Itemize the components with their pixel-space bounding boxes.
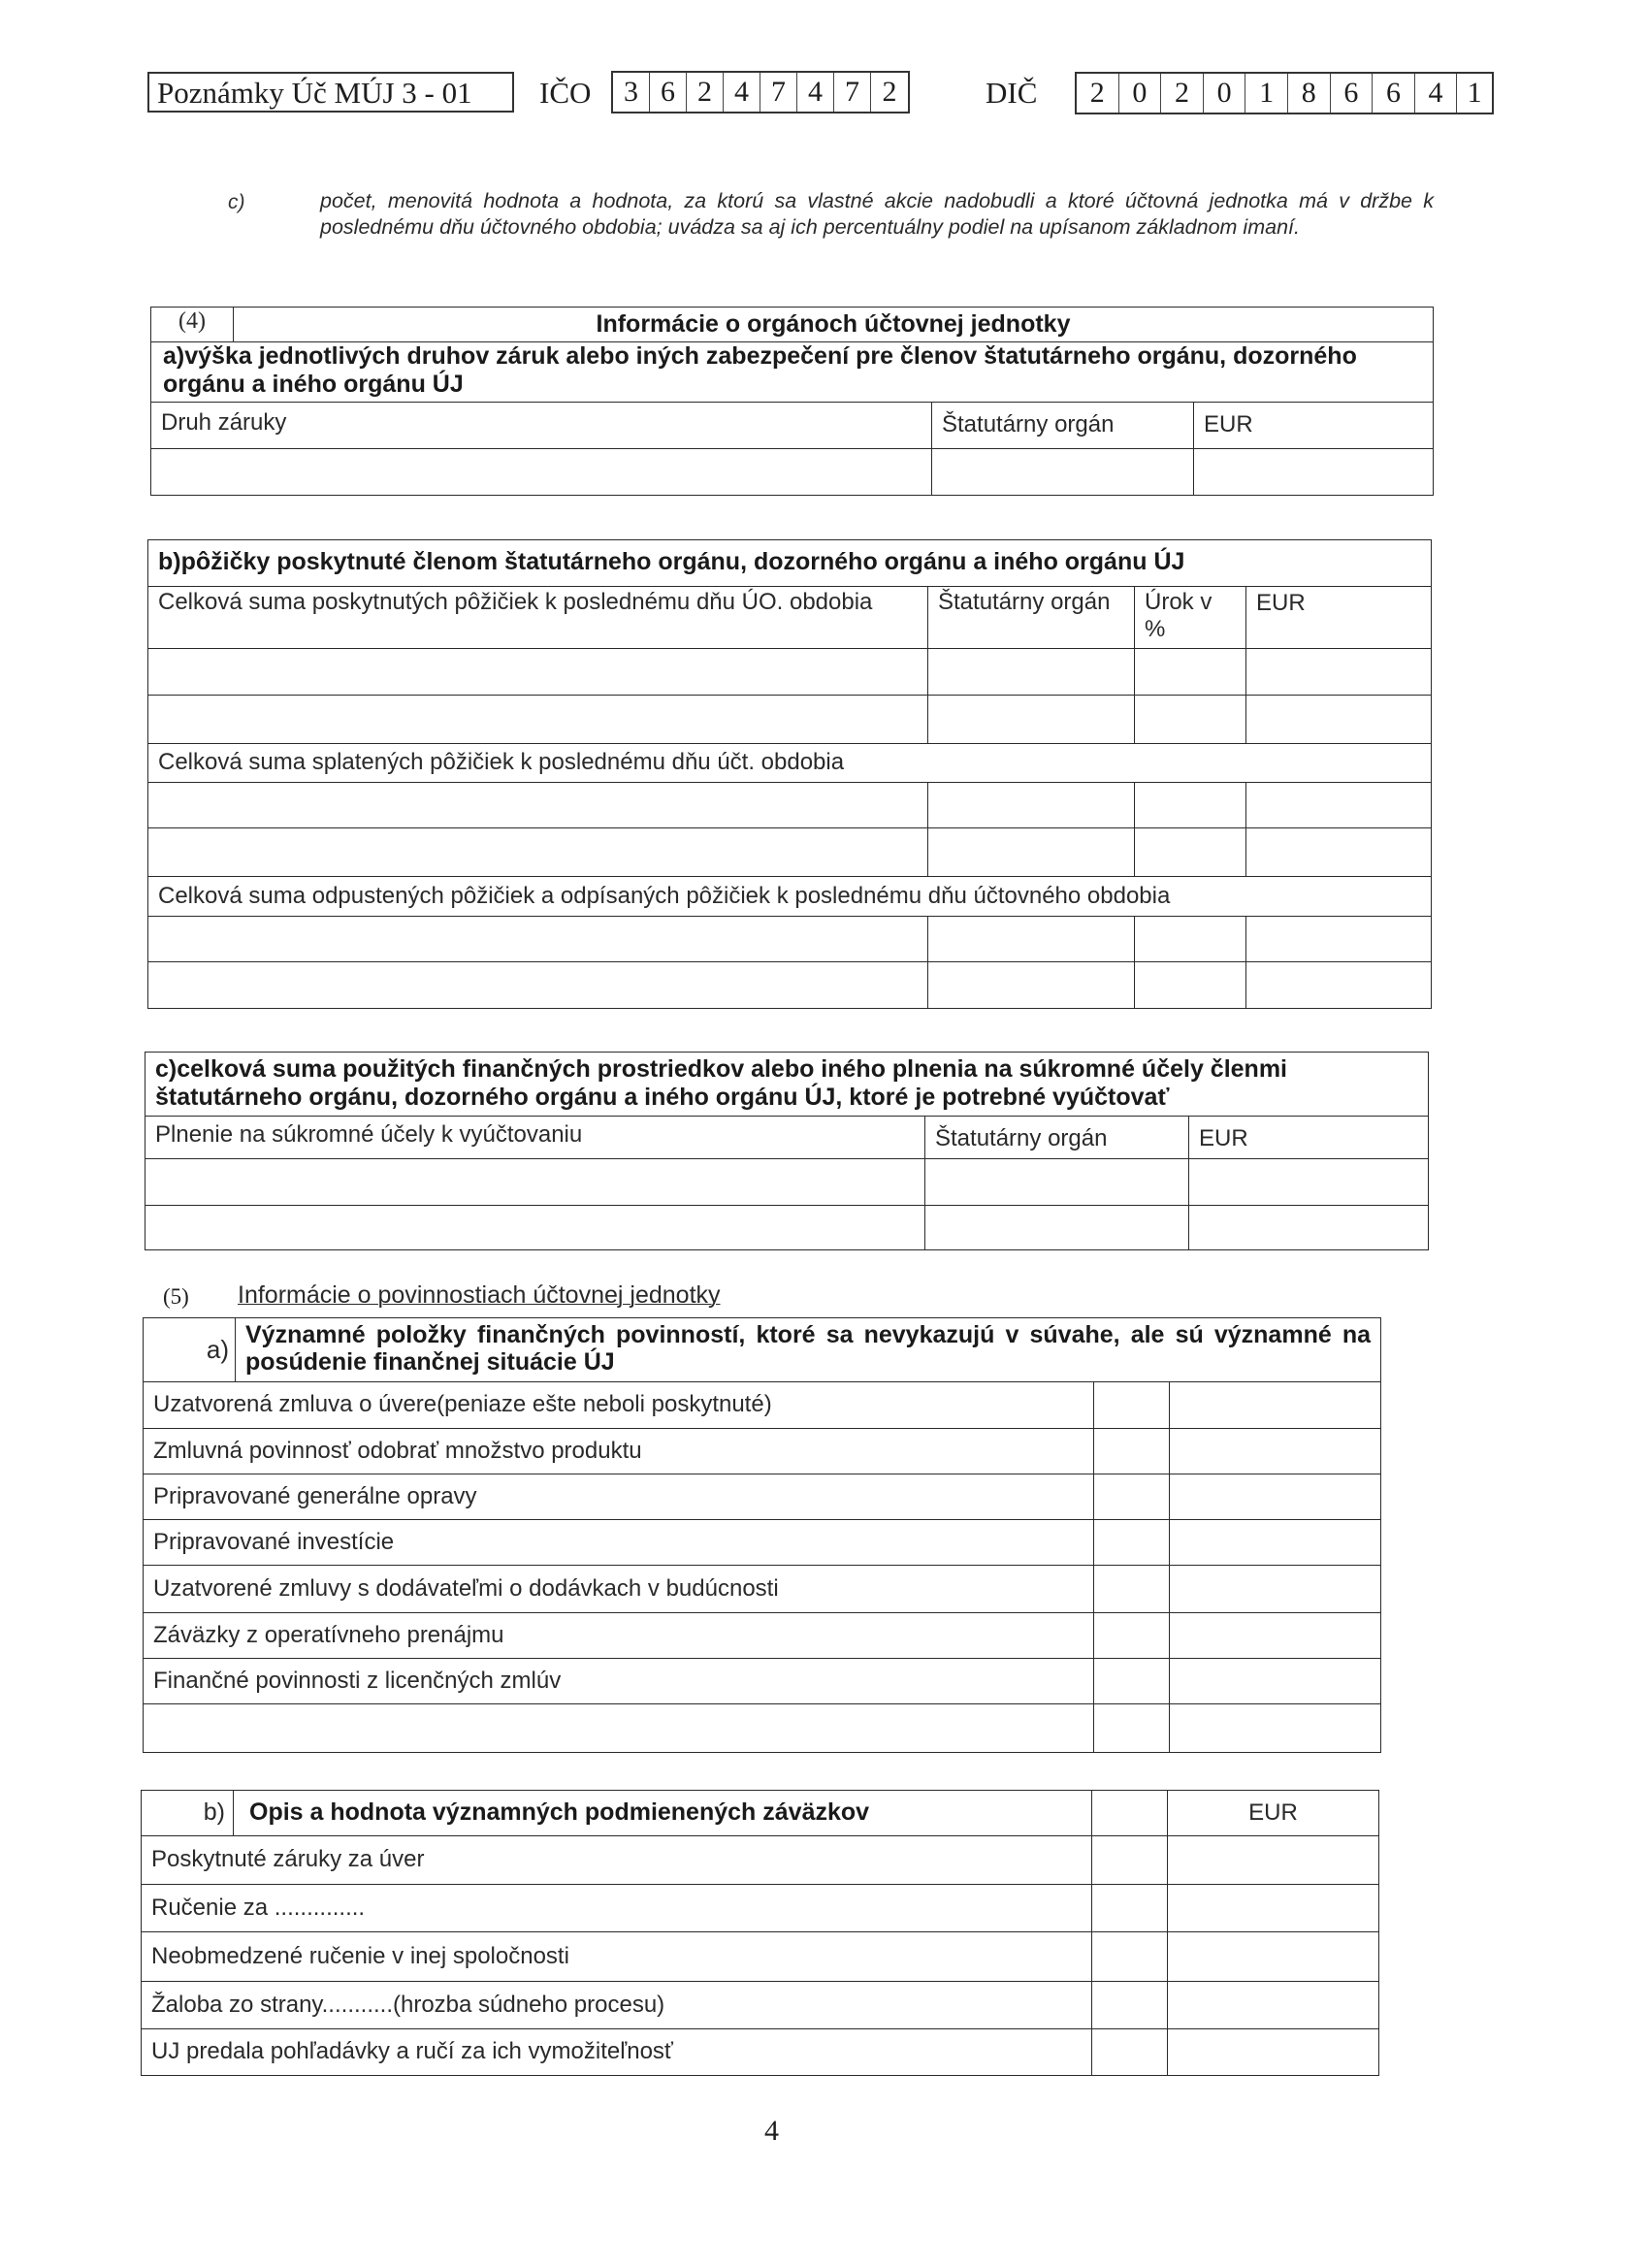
input-cell[interactable]: [1189, 1206, 1429, 1250]
table-row: [144, 1566, 1381, 1613]
input-cell[interactable]: [928, 828, 1135, 877]
section5b-marker: b): [142, 1791, 234, 1836]
input-cell[interactable]: [148, 828, 928, 877]
input-cell[interactable]: [1092, 1836, 1168, 1885]
input-cell[interactable]: [1246, 783, 1432, 828]
input-cell[interactable]: [148, 783, 928, 828]
col-header-provided-loans: Celková suma poskytnutých pôžičiek k poslednému dňu ÚO. obdobia: [148, 587, 928, 649]
input-cell[interactable]: [1094, 1659, 1170, 1704]
input-cell[interactable]: [1092, 2029, 1168, 2076]
input-cell[interactable]: [1170, 1566, 1381, 1613]
table-row: [148, 962, 1432, 1009]
input-cell[interactable]: [1094, 1520, 1170, 1566]
dic-digit: 6: [1373, 74, 1415, 113]
table-row: [142, 1885, 1379, 1932]
col-header-urok: Úrok v %: [1135, 587, 1246, 649]
row-label: Uzatvorené zmluvy s dodávateľmi o dodávkach v budúcnosti: [144, 1566, 1094, 1613]
section4-table-c: [145, 1052, 1429, 1250]
ico-digit: 7: [834, 73, 871, 112]
input-cell[interactable]: [925, 1206, 1189, 1250]
input-cell[interactable]: [928, 696, 1135, 744]
intro-paragraph: počet, menovitá hodnota a hodnota, za ktorú sa vlastné akcie nadobudli a ktoré účtovná jednotka má v držbe k poslednému dňu účtovného obdobia; uvádza sa aj ich percentuálny podiel na upísanom základnom imaní.: [320, 189, 1434, 239]
input-cell[interactable]: [1168, 1885, 1379, 1932]
input-cell[interactable]: [1135, 962, 1246, 1009]
table-row: [146, 1159, 1429, 1206]
ico-digit: 4: [724, 73, 760, 112]
ico-digit: 2: [687, 73, 724, 112]
input-cell[interactable]: [1094, 1566, 1170, 1613]
table-row: [148, 696, 1432, 744]
input-cell[interactable]: [146, 1206, 925, 1250]
input-cell[interactable]: [1246, 649, 1432, 696]
table-row: [144, 1382, 1381, 1429]
input-cell[interactable]: [928, 962, 1135, 1009]
row-label: Pripravované generálne opravy: [144, 1474, 1094, 1520]
dic-digit: 6: [1331, 74, 1374, 113]
input-cell[interactable]: [932, 449, 1194, 496]
section5a-heading: Významné položky finančných povinností, ktoré sa nevykazujú v súvahe, ale sú významné na posúdenie finančnej situácie ÚJ: [236, 1318, 1381, 1382]
header-cell: [1092, 1791, 1168, 1836]
table-row: [142, 2029, 1379, 2076]
table-row: [144, 1613, 1381, 1659]
input-cell[interactable]: [928, 917, 1135, 962]
input-cell[interactable]: [1170, 1429, 1381, 1474]
input-cell[interactable]: [1170, 1474, 1381, 1520]
input-cell[interactable]: [1094, 1613, 1170, 1659]
row-label: Ručenie za ..............: [142, 1885, 1092, 1932]
input-cell[interactable]: [1170, 1704, 1381, 1753]
input-cell[interactable]: [148, 962, 928, 1009]
ico-digit: 2: [882, 76, 897, 108]
ico-digit-boxes: [611, 71, 910, 113]
dic-digit: 0: [1119, 74, 1162, 113]
section5a-marker: a): [144, 1318, 236, 1382]
table-row: [144, 1474, 1381, 1520]
col-header-statutarny-organ: Štatutárny orgán: [925, 1117, 1189, 1159]
input-cell[interactable]: [146, 1159, 925, 1206]
section4b-heading: b)pôžičky poskytnuté členom štatutárneho orgánu, dozorného orgánu a iného orgánu ÚJ: [148, 540, 1432, 587]
section5-table-a: [143, 1317, 1381, 1753]
dic-digit: 2: [1077, 74, 1119, 113]
dic-label: DIČ: [986, 76, 1038, 110]
forgiven-loans-label: Celková suma odpustených pôžičiek a odpísaných pôžičiek k poslednému dňu účtovného obdobia: [148, 877, 1432, 917]
input-cell[interactable]: [1168, 1932, 1379, 1982]
table-row: [144, 1704, 1381, 1753]
page-number: 4: [764, 2115, 779, 2147]
table-row: [146, 1206, 1429, 1250]
ico-digit: 7: [760, 73, 797, 112]
section4-table-a: [150, 307, 1434, 496]
input-cell[interactable]: [1170, 1382, 1381, 1429]
ico-label: IČO: [539, 76, 592, 110]
input-cell[interactable]: [1092, 1982, 1168, 2029]
col-header-private-use: Plnenie na súkromné účely k vyúčtovaniu: [146, 1117, 925, 1159]
input-cell[interactable]: [1094, 1382, 1170, 1429]
dic-digit: 1: [1245, 74, 1288, 113]
row-label: Finančné povinnosti z licenčných zmlúv: [144, 1659, 1094, 1704]
input-cell[interactable]: [1246, 828, 1432, 877]
input-cell[interactable]: [1135, 828, 1246, 877]
table-row: [148, 917, 1432, 962]
input-cell[interactable]: [151, 449, 932, 496]
input-cell[interactable]: [1170, 1613, 1381, 1659]
input-cell[interactable]: [148, 917, 928, 962]
row-label: Záväzky z operatívneho prenájmu: [144, 1613, 1094, 1659]
section5b-heading: Opis a hodnota významných podmienených záväzkov: [234, 1791, 1092, 1836]
section4-table-b: [147, 539, 1432, 1009]
section4-title: Informácie o orgánoch účtovnej jednotky: [234, 308, 1434, 342]
dic-digit: 0: [1204, 74, 1246, 113]
col-header-statutarny-organ: Štatutárny orgán: [928, 587, 1135, 649]
row-label: Žaloba zo strany...........(hrozba súdneho procesu): [142, 1982, 1092, 2029]
repaid-loans-label: Celková suma splatených pôžičiek k poslednému dňu účt. obdobia: [148, 744, 1432, 783]
input-cell[interactable]: [1094, 1474, 1170, 1520]
input-cell[interactable]: [1135, 696, 1246, 744]
input-cell[interactable]: [1092, 1932, 1168, 1982]
row-label: Pripravované investície: [144, 1520, 1094, 1566]
ico-digit: 4: [797, 73, 834, 112]
table-row: [144, 1520, 1381, 1566]
section5-number: (5): [163, 1284, 189, 1309]
dic-digit: 4: [1415, 74, 1458, 113]
section4a-heading: a)výška jednotlivých druhov záruk alebo iných zabezpečení pre členov štatutárneho orgánu, dozorného orgánu a iného orgánu ÚJ: [151, 342, 1434, 403]
input-cell[interactable]: [1189, 1159, 1429, 1206]
input-cell[interactable]: [148, 649, 928, 696]
input-cell[interactable]: [1168, 2029, 1379, 2076]
input-cell[interactable]: [1194, 449, 1434, 496]
section5-table-b: [141, 1790, 1379, 2076]
input-cell[interactable]: [148, 696, 928, 744]
row-label: Neobmedzené ručenie v inej spoločnosti: [142, 1932, 1092, 1982]
section4c-heading: c)celková suma použitých finančných prostriedkov alebo iného plnenia na súkromné účely členmi štatutárneho orgánu, dozorného orgánu a iného orgánu ÚJ, ktoré je potrebné vyúčtovať: [146, 1053, 1429, 1117]
table-row: [148, 649, 1432, 696]
input-cell[interactable]: [1094, 1704, 1170, 1753]
table-row: [142, 1836, 1379, 1885]
dic-digit: 1: [1467, 77, 1482, 109]
section4-number: (4): [151, 308, 234, 342]
input-cell[interactable]: [1168, 1836, 1379, 1885]
input-cell[interactable]: [144, 1704, 1094, 1753]
ico-digit: 6: [650, 73, 687, 112]
intro-marker: c): [228, 191, 245, 213]
input-cell[interactable]: [928, 783, 1135, 828]
dic-digit: 2: [1161, 74, 1204, 113]
ico-digit: 3: [613, 73, 650, 112]
form-title: Poznámky Úč MÚJ 3 - 01: [147, 72, 514, 113]
input-cell[interactable]: [1094, 1429, 1170, 1474]
input-cell[interactable]: [1170, 1520, 1381, 1566]
table-row: [142, 1982, 1379, 2029]
row-label: Zmluvná povinnosť odobrať množstvo produktu: [144, 1429, 1094, 1474]
col-header-eur: EUR: [1189, 1117, 1429, 1159]
dic-digit-boxes: [1075, 72, 1494, 114]
input-cell[interactable]: [1168, 1982, 1379, 2029]
table-row: [144, 1659, 1381, 1704]
input-cell[interactable]: [1246, 696, 1432, 744]
section5-title: Informácie o povinnostiach účtovnej jednotky: [238, 1281, 721, 1309]
row-label: Uzatvorená zmluva o úvere(peniaze ešte neboli poskytnuté): [144, 1382, 1094, 1429]
table-row: [144, 1429, 1381, 1474]
col-header-druh-zaruky: Druh záruky: [151, 403, 932, 449]
input-cell[interactable]: [1135, 783, 1246, 828]
col-header-statutarny-organ: Štatutárny orgán: [932, 403, 1194, 449]
input-cell[interactable]: [1092, 1885, 1168, 1932]
row-label: UJ predala pohľadávky a ručí za ich vymožiteľnosť: [142, 2029, 1092, 2076]
input-cell[interactable]: [1170, 1659, 1381, 1704]
input-cell[interactable]: [1246, 917, 1432, 962]
table-row: [151, 449, 1434, 496]
row-label: Poskytnuté záruky za úver: [142, 1836, 1092, 1885]
input-cell[interactable]: [1246, 962, 1432, 1009]
col-header-eur: EUR: [1168, 1791, 1379, 1836]
table-row: [142, 1932, 1379, 1982]
dic-digit: 8: [1288, 74, 1331, 113]
col-header-eur: EUR: [1246, 587, 1432, 649]
col-header-eur: EUR: [1194, 403, 1434, 449]
input-cell[interactable]: [1135, 649, 1246, 696]
input-cell[interactable]: [925, 1159, 1189, 1206]
input-cell[interactable]: [1135, 917, 1246, 962]
table-row: [148, 828, 1432, 877]
input-cell[interactable]: [928, 649, 1135, 696]
table-row: [148, 783, 1432, 828]
